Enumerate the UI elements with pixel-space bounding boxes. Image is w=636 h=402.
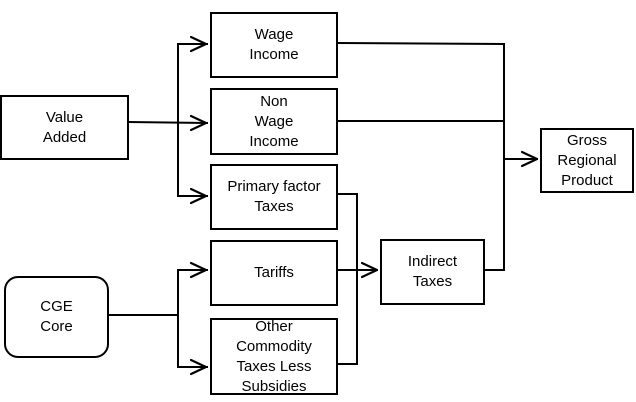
- node-gross-regional-product: [540, 128, 634, 193]
- edge-taxes-collector: [338, 194, 357, 364]
- node-label: Other Commodity Taxes Less Subsidies: [236, 317, 312, 395]
- node-value-added: [0, 95, 129, 160]
- edge-value-added-to-wage: [178, 44, 208, 122]
- edge-value-added-to-primary-factor: [178, 122, 208, 196]
- node-label: Tariffs: [254, 264, 294, 281]
- node-indirect-taxes: [380, 239, 485, 305]
- node-cge-core: [4, 276, 109, 358]
- node-primary-factor-taxes: [210, 164, 338, 230]
- node-label: Gross Regional Product: [557, 131, 617, 189]
- node-label: Non Wage Income: [249, 92, 299, 150]
- node-non-wage-income: [210, 88, 338, 155]
- edge-wage-to-grp-bus: [337, 43, 504, 270]
- node-label: Value Added: [42, 108, 87, 146]
- node-label: Primary factor Taxes: [227, 178, 321, 215]
- edge-value-added-to-non-wage: [128, 122, 208, 123]
- node-tariffs: [210, 240, 338, 306]
- edge-cge-to-other-commodity: [178, 315, 208, 367]
- node-label: Wage Income: [249, 26, 299, 63]
- node-wage-income: [210, 12, 338, 78]
- node-label: CGE Core: [40, 298, 73, 335]
- node-other-commodity-taxes: [210, 318, 338, 395]
- node-label: Indirect Taxes: [407, 253, 458, 290]
